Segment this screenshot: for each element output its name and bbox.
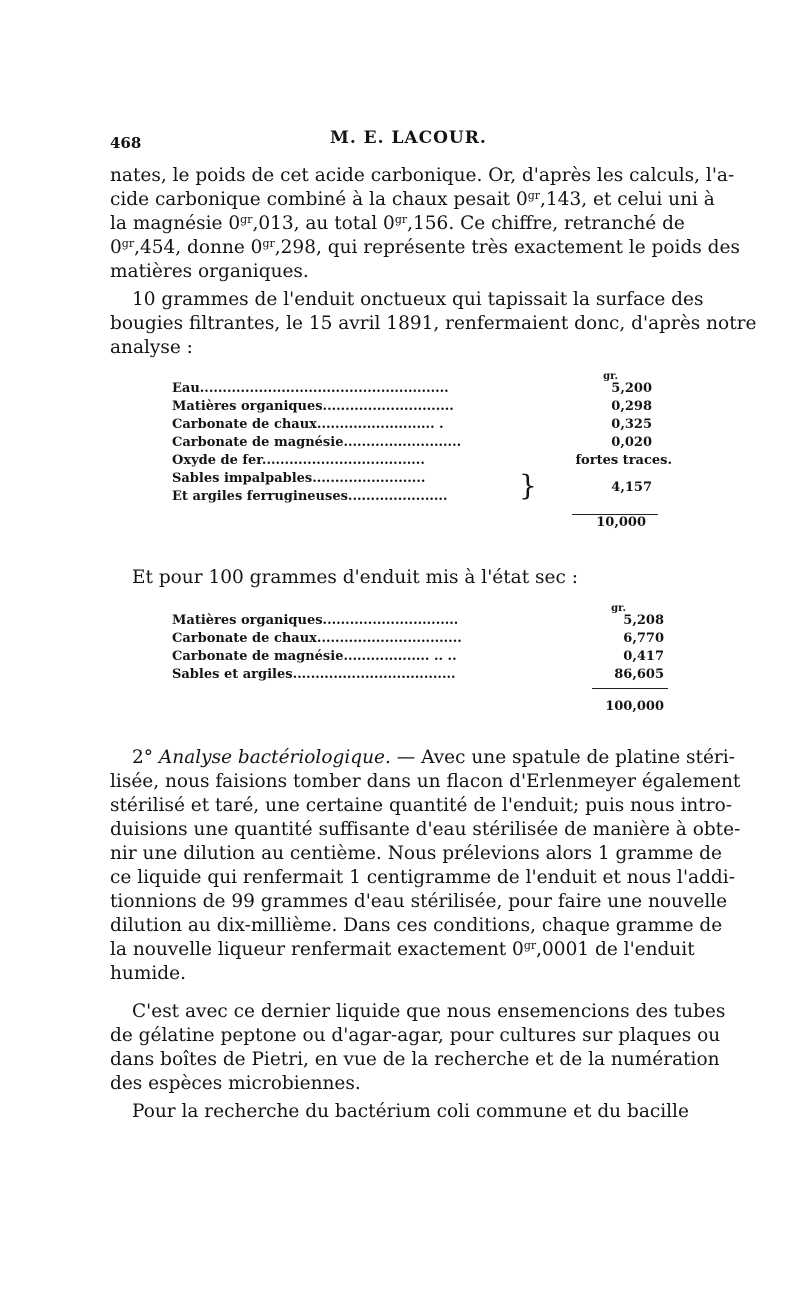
table-row: Carbonate de magnésie.......................... 0,020 bbox=[172, 435, 652, 450]
text-line: la magnésie $0^{gr},013$, au total $0^{gr},156$. Ce chiffre, retranché de bbox=[110, 213, 685, 234]
text-line: nates, le poids de cet acide carbonique. Or, d'après les calculs, l'a- bbox=[110, 165, 735, 186]
text-line: bougies filtrantes, le 15 avril 1891, renfermaient donc, d'après notre bbox=[110, 313, 757, 334]
text-line: $0^{gr},454$, donne $0^{gr},298$, qui représente très exactement le poids des bbox=[110, 237, 740, 258]
section-number: 2° bbox=[132, 747, 154, 768]
text-line: ce liquide qui renfermait 1 centigramme de l'enduit et nous l'addi- bbox=[110, 867, 735, 888]
paragraph-1 bbox=[110, 164, 740, 284]
text-line: matières organiques. bbox=[110, 261, 309, 282]
text-line: tionnions de 99 grammes d'eau stérilisée, pour faire une nouvelle bbox=[110, 891, 728, 912]
table-row: Sables impalpables......................... bbox=[172, 471, 426, 486]
sum-rule bbox=[592, 688, 668, 689]
text-line: duisions une quantité suffisante d'eau stérilisée de manière à obte- bbox=[110, 819, 741, 840]
text-line: dans boîtes de Pietri, en vue de la recherche et de la numération bbox=[110, 1049, 720, 1070]
table-row: Sables et argiles.................................... 86,605 bbox=[172, 667, 664, 682]
page-number: 468 bbox=[110, 134, 142, 152]
table-row: Carbonate de chaux.......................... . 0,325 bbox=[172, 417, 652, 432]
text-line: lisée, nous faisions tomber dans un flacon d'Erlenmeyer également bbox=[110, 771, 741, 792]
page-header bbox=[110, 128, 680, 158]
section-title: Analyse bactériologique. bbox=[158, 747, 391, 768]
text-line: des espèces microbiennes. bbox=[110, 1073, 361, 1094]
running-head: M. E. LACOUR. bbox=[330, 128, 487, 148]
paragraph-2 bbox=[110, 288, 757, 360]
table-row: Et argiles ferrugineuses...................... 4,157 bbox=[172, 480, 652, 504]
text-line: analyse : bbox=[110, 337, 193, 358]
paragraph-4 bbox=[110, 746, 741, 986]
text-line: 2° Analyse bactériologique. — Avec une spatule de platine stéri- bbox=[132, 747, 735, 768]
text-line: cide carbonique combiné à la chaux pesait $0^{gr},143$, et celui uni à bbox=[110, 189, 715, 210]
table-row: Oxyde de fer.................................... fortes traces. bbox=[172, 453, 672, 468]
unit-label: gr. bbox=[603, 371, 618, 382]
table-row: Eau....................................................... 5,200 bbox=[172, 381, 652, 396]
brace: } bbox=[519, 469, 537, 502]
unit-label: gr. bbox=[611, 603, 626, 614]
analysis-table-2 bbox=[172, 598, 664, 714]
analysis-table-1 bbox=[172, 366, 672, 530]
text-line: dilution au dix-millième. Dans ces conditions, chaque gramme de bbox=[110, 915, 723, 936]
total-row: 100,000 bbox=[605, 699, 664, 714]
paragraph-5 bbox=[110, 1000, 726, 1096]
total-row: 10,000 bbox=[596, 515, 646, 530]
paragraph-6 bbox=[110, 1100, 689, 1124]
table-row: Carbonate de chaux................................ 6,770 bbox=[172, 631, 664, 646]
text-line: 10 grammes de l'enduit onctueux qui tapissait la surface des bbox=[132, 289, 704, 310]
paragraph-3 bbox=[110, 566, 680, 590]
text-line: la nouvelle liqueur renfermait exactement $0^{gr},0001$ de l'enduit bbox=[110, 939, 695, 960]
text-line: Pour la recherche du bactérium coli commune et du bacille bbox=[132, 1101, 689, 1122]
table-row: Matières organiques............................. 0,298 bbox=[172, 399, 652, 414]
table-row: Matières organiques.............................. 5,208 bbox=[172, 613, 664, 628]
text-line: de gélatine peptone ou d'agar-agar, pour cultures sur plaques ou bbox=[110, 1025, 721, 1046]
text-line: nir une dilution au centième. Nous prélevions alors 1 gramme de bbox=[110, 843, 722, 864]
text-line: C'est avec ce dernier liquide que nous ensemencions des tubes bbox=[132, 1001, 726, 1022]
table-row: Carbonate de magnésie................... .. .. 0,417 bbox=[172, 649, 664, 664]
text-line: Et pour 100 grammes d'enduit mis à l'état sec : bbox=[132, 567, 578, 588]
text-line: humide. bbox=[110, 963, 186, 984]
text-line: stérilisé et taré, une certaine quantité de l'enduit; puis nous intro- bbox=[110, 795, 732, 816]
